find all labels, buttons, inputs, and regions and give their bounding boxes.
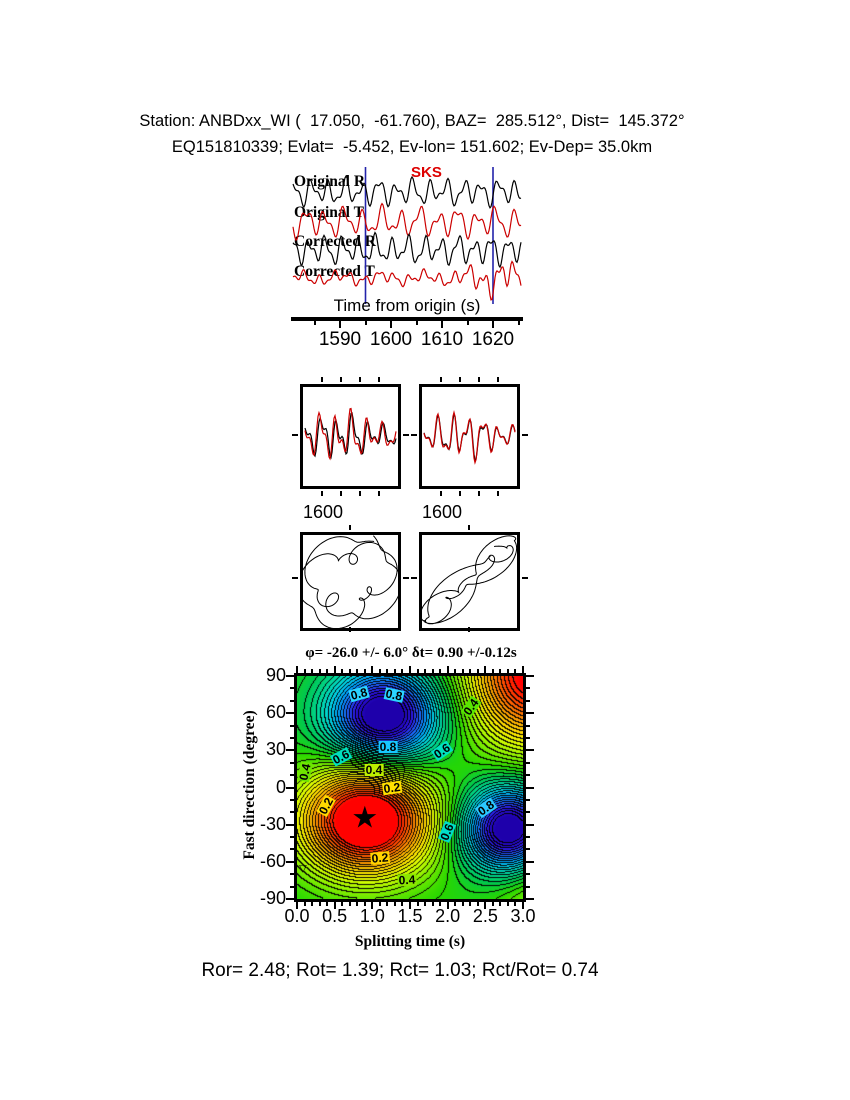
axis-tick	[378, 377, 380, 382]
axis-tick	[349, 525, 351, 530]
axis-tick	[417, 669, 419, 673]
axis-tick	[356, 669, 358, 673]
axis-tick	[365, 321, 367, 325]
contour-value-label: 0.8	[384, 686, 404, 704]
axis-tick	[514, 902, 516, 906]
axis-tick	[311, 902, 313, 906]
axis-tick	[441, 321, 443, 328]
axis-tick	[319, 669, 321, 673]
axis-tick	[290, 811, 294, 813]
best-fit-star-marker: ★	[351, 801, 379, 835]
axis-tick	[514, 669, 516, 673]
axis-tick	[386, 669, 388, 673]
event-header: EQ151810339; Evlat= -5.452, Ev-lon= 151.602; Ev-Dep= 35.0km	[171, 138, 653, 156]
axis-tick	[359, 491, 361, 496]
axis-tick	[507, 902, 509, 906]
axis-tick	[411, 577, 417, 579]
contour-value-label: 0.6	[431, 740, 453, 762]
axis-tick	[492, 321, 494, 328]
axis-tick	[526, 762, 530, 764]
axis-tick	[454, 669, 456, 673]
contour-value-label: 0.2	[371, 850, 389, 866]
axis-tick	[526, 687, 530, 689]
axis-tick	[518, 321, 520, 325]
axis-tick	[526, 861, 534, 863]
axis-tick	[497, 491, 499, 496]
axis-tick	[286, 787, 294, 789]
axis-tick	[401, 902, 403, 906]
axis-tick	[507, 669, 509, 673]
dt-tick-label: 0.5	[322, 906, 348, 926]
time-axis-tick-label: 1610	[420, 329, 464, 350]
axis-tick	[359, 377, 361, 382]
axis-tick	[526, 836, 530, 838]
axis-tick	[424, 669, 426, 673]
axis-tick	[478, 491, 480, 496]
energy-map-title: φ= -26.0 +/- 6.0° δt= 0.90 +/-0.12s	[305, 645, 517, 661]
axis-tick	[484, 666, 486, 673]
axis-tick	[349, 669, 351, 673]
axis-tick	[499, 669, 501, 673]
axis-tick	[526, 725, 530, 727]
axis-tick	[394, 669, 396, 673]
contour-value-label: 0.6	[330, 746, 352, 768]
axis-tick	[290, 737, 294, 739]
axis-tick	[304, 669, 306, 673]
axis-tick	[334, 666, 336, 673]
time-axis-tick-label: 1620	[471, 329, 515, 350]
axis-tick	[411, 434, 417, 436]
axis-tick	[499, 902, 501, 906]
axis-tick	[290, 799, 294, 801]
axis-tick	[439, 902, 441, 906]
axis-tick	[439, 669, 441, 673]
axis-tick	[292, 434, 298, 436]
phi-tick-label: 30	[265, 739, 286, 760]
contour-value-label: 0.2	[315, 795, 337, 817]
axis-tick	[321, 491, 323, 496]
axis-tick	[356, 902, 358, 906]
dt-tick-label: 0.0	[284, 906, 310, 926]
axis-tick	[468, 627, 470, 632]
axis-tick	[526, 737, 530, 739]
axis-tick	[386, 902, 388, 906]
axis-tick	[340, 491, 342, 496]
axis-tick	[526, 675, 534, 677]
dt-tick-label: 3.0	[510, 906, 536, 926]
axis-tick	[522, 577, 528, 579]
axis-tick	[522, 434, 528, 436]
axis-tick	[526, 712, 534, 714]
phi-tick-label: -60	[259, 850, 286, 871]
energy-ratios-footer: Ror= 2.48; Rot= 1.39; Rct= 1.03; Rct/Rot= 0.74	[201, 960, 599, 981]
axis-tick	[341, 669, 343, 673]
axis-tick	[340, 377, 342, 382]
time-axis-label: Time from origin (s)	[333, 296, 481, 315]
trace-label-corrected-r: Corrected R	[294, 233, 376, 250]
axis-tick	[304, 902, 306, 906]
axis-tick	[379, 902, 381, 906]
axis-tick	[314, 321, 316, 325]
axis-tick	[378, 491, 380, 496]
axis-tick	[477, 902, 479, 906]
axis-tick	[371, 902, 373, 906]
station-header: Station: ANBDxx_WI ( 17.050, -61.760), BAZ= 285.512°, Dist= 145.372°	[139, 112, 685, 130]
axis-tick	[459, 377, 461, 382]
axis-tick	[286, 824, 294, 826]
axis-tick	[326, 669, 328, 673]
axis-tick	[339, 321, 341, 328]
axis-tick	[290, 886, 294, 888]
axis-tick	[417, 902, 419, 906]
contour-value-label: 0.4	[365, 763, 383, 777]
axis-tick	[526, 774, 530, 776]
axis-tick	[424, 902, 426, 906]
contour-value-label: 0.2	[382, 779, 402, 797]
axis-tick	[290, 848, 294, 850]
axis-tick	[440, 377, 442, 382]
contour-value-label: 0.4	[296, 762, 314, 782]
axis-tick	[321, 377, 323, 382]
phi-tick-label: -30	[259, 813, 286, 834]
phi-tick-label: 60	[265, 702, 286, 723]
axis-tick	[462, 669, 464, 673]
axis-tick	[409, 666, 411, 673]
axis-tick	[416, 321, 418, 325]
axis-tick	[526, 799, 530, 801]
axis-tick	[290, 873, 294, 875]
axis-tick	[292, 577, 298, 579]
axis-tick	[326, 902, 328, 906]
axis-tick	[290, 725, 294, 727]
axis-tick	[286, 675, 294, 677]
phi-tick-label: 0	[275, 776, 286, 797]
axis-tick	[526, 749, 534, 751]
axis-tick	[319, 902, 321, 906]
dt-tick-label: 2.0	[435, 906, 461, 926]
axis-tick	[526, 873, 530, 875]
axis-tick	[467, 321, 469, 325]
axis-tick	[477, 669, 479, 673]
axis-tick	[432, 669, 434, 673]
axis-tick	[469, 669, 471, 673]
trace-label-original-r: Original R	[294, 173, 366, 190]
axis-tick	[403, 434, 409, 436]
axis-tick	[447, 666, 449, 673]
contour-value-label: 0.8	[349, 685, 369, 703]
energy-map-xlabel: Splitting time (s)	[354, 933, 466, 950]
axis-tick	[311, 669, 313, 673]
contour-triangle-marker: ▽	[299, 863, 307, 875]
axis-tick	[290, 687, 294, 689]
contour-value-label: 0.4	[460, 696, 482, 718]
axis-tick	[364, 902, 366, 906]
axis-tick	[286, 712, 294, 714]
axis-tick	[526, 886, 530, 888]
axis-tick	[394, 902, 396, 906]
axis-tick	[468, 525, 470, 530]
contour-value-label: 0.8	[475, 797, 497, 819]
axis-tick	[526, 898, 534, 900]
phase-label-sks: SKS	[411, 164, 442, 181]
axis-tick	[349, 902, 351, 906]
axis-tick	[364, 669, 366, 673]
axis-tick	[401, 669, 403, 673]
axis-tick	[454, 902, 456, 906]
phi-tick-label: 90	[265, 665, 286, 685]
axis-tick	[379, 669, 381, 673]
axis-tick	[390, 321, 392, 328]
axis-tick	[459, 491, 461, 496]
axis-tick	[497, 377, 499, 382]
axis-tick	[526, 848, 530, 850]
axis-tick	[290, 762, 294, 764]
axis-tick	[349, 627, 351, 632]
axis-tick	[526, 824, 534, 826]
trace-label-original-t: Original T	[294, 204, 364, 221]
axis-tick	[286, 749, 294, 751]
axis-tick	[492, 902, 494, 906]
axis-tick	[522, 666, 524, 673]
dt-tick-label: 1.0	[359, 906, 385, 926]
contour-value-label: 0.4	[398, 872, 416, 888]
time-axis-tick-label: 1590	[318, 329, 362, 350]
axis-tick	[432, 902, 434, 906]
axis-tick	[469, 902, 471, 906]
axis-tick	[462, 902, 464, 906]
axis-tick	[296, 666, 298, 673]
axis-tick	[286, 861, 294, 863]
time-axis-tick-label: 1600	[369, 329, 413, 350]
trace-label-corrected-t: Corrected T	[294, 263, 375, 280]
axis-tick	[526, 700, 530, 702]
axis-tick	[371, 669, 373, 673]
window-time-label-left: 1600	[303, 502, 344, 522]
contour-value-label: 0.8	[379, 740, 397, 754]
axis-tick	[286, 898, 294, 900]
axis-tick	[526, 787, 534, 789]
dt-tick-label: 2.5	[472, 906, 498, 926]
axis-tick	[440, 491, 442, 496]
axis-tick	[403, 577, 409, 579]
window-time-label-right: 1600	[422, 502, 463, 522]
axis-tick	[290, 836, 294, 838]
dt-tick-label: 1.5	[397, 906, 423, 926]
axis-tick	[492, 669, 494, 673]
phi-tick-label: -90	[259, 888, 286, 908]
axis-tick	[478, 377, 480, 382]
axis-tick	[341, 902, 343, 906]
axis-tick	[526, 811, 530, 813]
contour-value-label: 0.6	[437, 821, 457, 843]
axis-tick	[290, 774, 294, 776]
axis-tick	[290, 700, 294, 702]
energy-map-ylabel: Fast direction (degree)	[241, 710, 258, 860]
